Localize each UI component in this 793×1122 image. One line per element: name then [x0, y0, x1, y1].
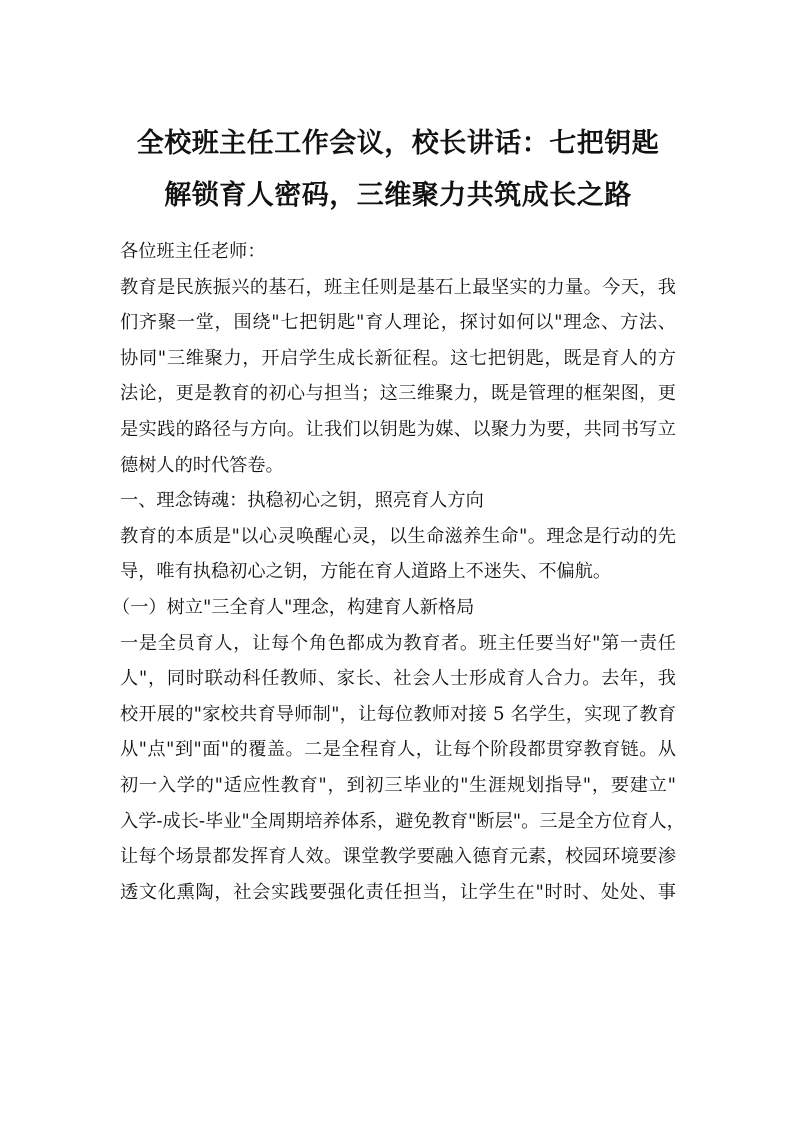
paragraph-line: 让每个场景都发挥育人效。课堂教学要融入德育元素，校园环境要渗	[120, 846, 676, 868]
intro-paragraph	[120, 270, 676, 484]
section-1-paragraph	[120, 519, 676, 590]
document-page	[112, 118, 685, 910]
paragraph-line: 协同"三维聚力，开启学生成长新征程。这七把钥匙，既是育人的方	[120, 347, 676, 369]
paragraph-line: 法论，更是教育的初心与担当；这三维聚力，既是管理的框架图，更	[120, 383, 676, 405]
paragraph-line: 初一入学的"适应性教育"，到初三毕业的"生涯规划指导"，要建立"	[120, 774, 676, 796]
paragraph-line: 导，唯有执稳初心之钥，方能在育人道路上不迷失、不偏航。	[120, 561, 612, 583]
title-line-2: 解锁育人密码，三维聚力共筑成长之路	[164, 180, 632, 211]
subsection-heading-text: （一）树立"三全育人"理念，构建育人新格局	[112, 596, 475, 618]
salutation-text: 各位班主任老师：	[120, 241, 266, 262]
paragraph-line: 是实践的路径与方向。让我们以钥匙为媒、以聚力为要，共同书写立	[120, 418, 676, 440]
section-heading-1	[120, 483, 676, 519]
paragraph-line: 人"，同时联动科任教师、家长、社会人士形成育人合力。去年，我	[120, 668, 676, 690]
subsection-heading-1	[112, 590, 676, 626]
paragraph-line: 一是全员育人，让每个角色都成为教育者。班主任要当好"第一责任	[120, 632, 676, 654]
paragraph-line: 从"点"到"面"的覆盖。二是全程育人，让每个阶段都贯穿教育链。从	[120, 739, 676, 761]
paragraph-line: 透文化熏陶，社会实践要强化责任担当，让学生在"时时、处处、事	[120, 881, 676, 903]
paragraph-line: 们齐聚一堂，围绕"七把钥匙"育人理论，探讨如何以"理念、方法、	[120, 312, 676, 334]
paragraph-line: 教育是民族振兴的基石，班主任则是基石上最坚实的力量。今天，我	[120, 276, 676, 298]
paragraph-line: 入学-成长-毕业"全周期培养体系，避免教育"断层"。三是全方位育人，	[120, 810, 685, 832]
salutation	[120, 234, 676, 270]
paragraph-line: 校开展的"家校共育导师制"，让每位教师对接 5 名学生，实现了教育	[120, 703, 676, 725]
paragraph-line: 德树人的时代答卷。	[120, 454, 284, 476]
document-title	[120, 118, 676, 222]
subsection-1-paragraph	[120, 626, 685, 911]
title-line-1: 全校班主任工作会议，校长讲话：七把钥匙	[136, 128, 660, 159]
section-heading-text: 一、理念铸魂：执稳初心之钥，照亮育人方向	[120, 490, 484, 512]
paragraph-line: 教育的本质是"以心灵唤醒心灵，以生命滋养生命"。理念是行动的先	[120, 525, 676, 547]
